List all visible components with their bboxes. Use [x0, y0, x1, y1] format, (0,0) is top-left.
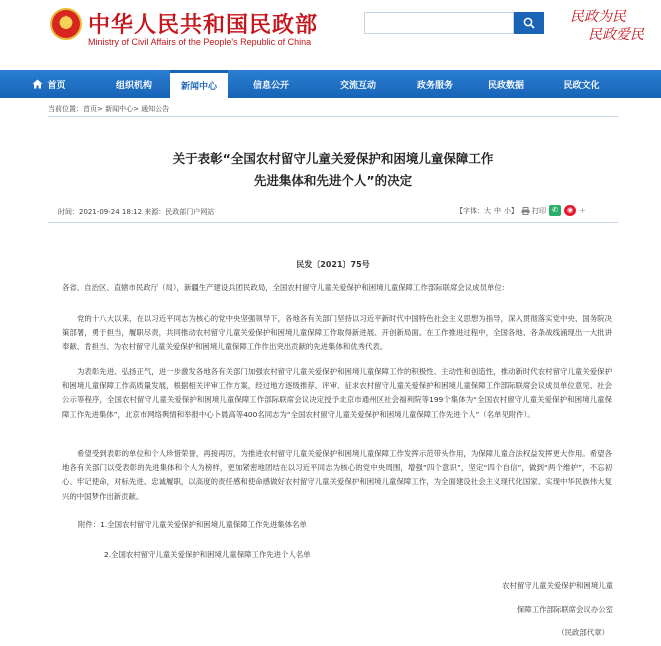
print-icon[interactable]: [521, 207, 530, 215]
nav-label-home: 首页: [47, 80, 66, 91]
nav-item-news[interactable]: 新闻中心: [170, 70, 228, 98]
font-small-button[interactable]: 小: [504, 206, 511, 215]
nav-item-info-disclosure[interactable]: 信息公开: [252, 80, 289, 91]
home-icon: [32, 79, 43, 89]
site-logo-subtitle: Ministry of Civil Affairs of the People's Republic of China: [88, 37, 312, 47]
signature-line-2: 保障工作部际联席会议办公室: [516, 605, 613, 614]
site-header: [0, 0, 661, 70]
signature-line-3: （民政部代章）: [557, 628, 609, 637]
nav-item-home[interactable]: [0, 70, 98, 98]
search-button[interactable]: [514, 12, 544, 34]
site-logo-title[interactable]: 中华人民共和国民政部: [88, 12, 319, 38]
main-nav: [0, 70, 661, 98]
attachment-link-2[interactable]: 2.全国农村留守儿童关爱保护和困境儿童保障工作先进个人名单: [104, 550, 311, 559]
nav-item-organization[interactable]: 组织机构: [115, 80, 152, 91]
more-share-icon[interactable]: +: [579, 206, 586, 215]
print-button[interactable]: 打印: [532, 206, 546, 215]
document-number: 民发〔2021〕75号: [296, 260, 370, 269]
article-title: [48, 148, 618, 192]
search-icon: [523, 17, 535, 29]
font-size-close: 】: [511, 206, 518, 215]
wechat-share-icon[interactable]: ✆: [549, 205, 561, 216]
search-box: [364, 12, 544, 36]
slogan-line2: 民政爱民: [588, 27, 644, 43]
attachment-link-1[interactable]: 附件：1.全国农村留守儿童关爱保护和困境儿童保障工作先进集体名单: [78, 520, 307, 529]
article-paragraph-2: 为表彰先进、弘扬正气，进一步激发各地各有关部门加强农村留守儿童关爱保护和困境儿童保障工作的积极性、主动性和创造性，推动新时代农村留守儿童关爱保护和困境儿童保障工作高质量发展，根据相关评审工作方案，经过地方逐级推荐、评审、征求农村留守儿童关爱保护和困境儿童保障工作部际联席会议成员单位意见、社会公示等程序，全国农村留守儿童关爱保护和困境儿童保障工作部际联席会议决定授予北京市通州区社会福利院等199个集体为“全国农村留守儿童关爱保护和困境儿童保障工作先进集体”，北京市网络舆情和举报中心卜晨高等400名同志为“全国农村留守儿童关爱保护和困境儿童保障工作先进个人”（名单见附件）。: [62, 367, 612, 419]
breadcrumb[interactable]: 当前位置：首页> 新闻中心> 通知公告: [48, 105, 170, 113]
font-large-button[interactable]: 大: [484, 206, 491, 215]
breadcrumb-divider: [48, 116, 618, 117]
addressee: 各省、自治区、直辖市民政厅（局），新疆生产建设兵团民政局，全国农村留守儿童关爱保护和困境儿童保障工作部际联席会议成员单位：: [62, 283, 510, 292]
article-meta: 时间：2021-09-24 18:12 来源：民政部门户网站: [58, 208, 215, 216]
nav-item-data[interactable]: 民政数据: [487, 80, 524, 91]
signature-line-1: 农村留守儿童关爱保护和困境儿童: [502, 581, 613, 590]
slogan-line1: 民政为民: [570, 9, 626, 25]
nav-item-culture[interactable]: 民政文化: [563, 80, 600, 91]
article-tools: [456, 205, 586, 216]
article-title-line1: 关于表彰“全国农村留守儿童关爱保护和困境儿童保障工作: [172, 151, 494, 166]
meta-divider: [48, 222, 618, 223]
national-emblem-icon[interactable]: ★: [50, 8, 82, 40]
article-paragraph-3: 希望受到表彰的单位和个人珍惜荣誉，再接再厉，为推进农村留守儿童关爱保护和困境儿童保障工作发挥示范带头作用，为保障儿童合法权益发挥更大作用。希望各地各有关部门以受表彰的先进集体和个人为榜样，更加紧密地团结在以习近平同志为核心的党中央周围，增强“四个意识”，坚定“四个自信”，做到“两个维护”，不忘初心、牢记使命，对标先进、忠诚履职，以高度的责任感和使命感做好农村留守儿童关爱保护和困境儿童保障工作，为全面建设社会主义现代化国家、实现中华民族伟大复兴的中国梦作出新贡献。: [62, 449, 612, 501]
search-input[interactable]: [364, 12, 514, 34]
article-paragraph-1: 党的十八大以来，在以习近平同志为核心的党中央坚强领导下，各地各有关部门坚持以习近平新时代中国特色社会主义思想为指导，深入贯彻落实党中央、国务院决策部署，勇于担当，履职尽责，共同推动农村留守儿童关爱保护和困境儿童保障工作取得新进展、开创新局面。在工作推进过程中，全国各地、各条战线涌现出一大批讲奉献、肯担当、为农村留守儿童关爱保护和困境儿童保障工作作出突出贡献的先进集体和优秀代表。: [62, 314, 612, 352]
article-title-line2: 先进集体和先进个人”的决定: [253, 173, 413, 188]
nav-item-interaction[interactable]: 交流互动: [339, 80, 376, 91]
slogan: [570, 8, 661, 44]
font-medium-button[interactable]: 中: [494, 206, 501, 215]
nav-item-services[interactable]: 政务服务: [416, 80, 453, 91]
font-size-label: 【字体：: [456, 206, 484, 215]
weibo-share-icon[interactable]: ◉: [564, 205, 576, 216]
